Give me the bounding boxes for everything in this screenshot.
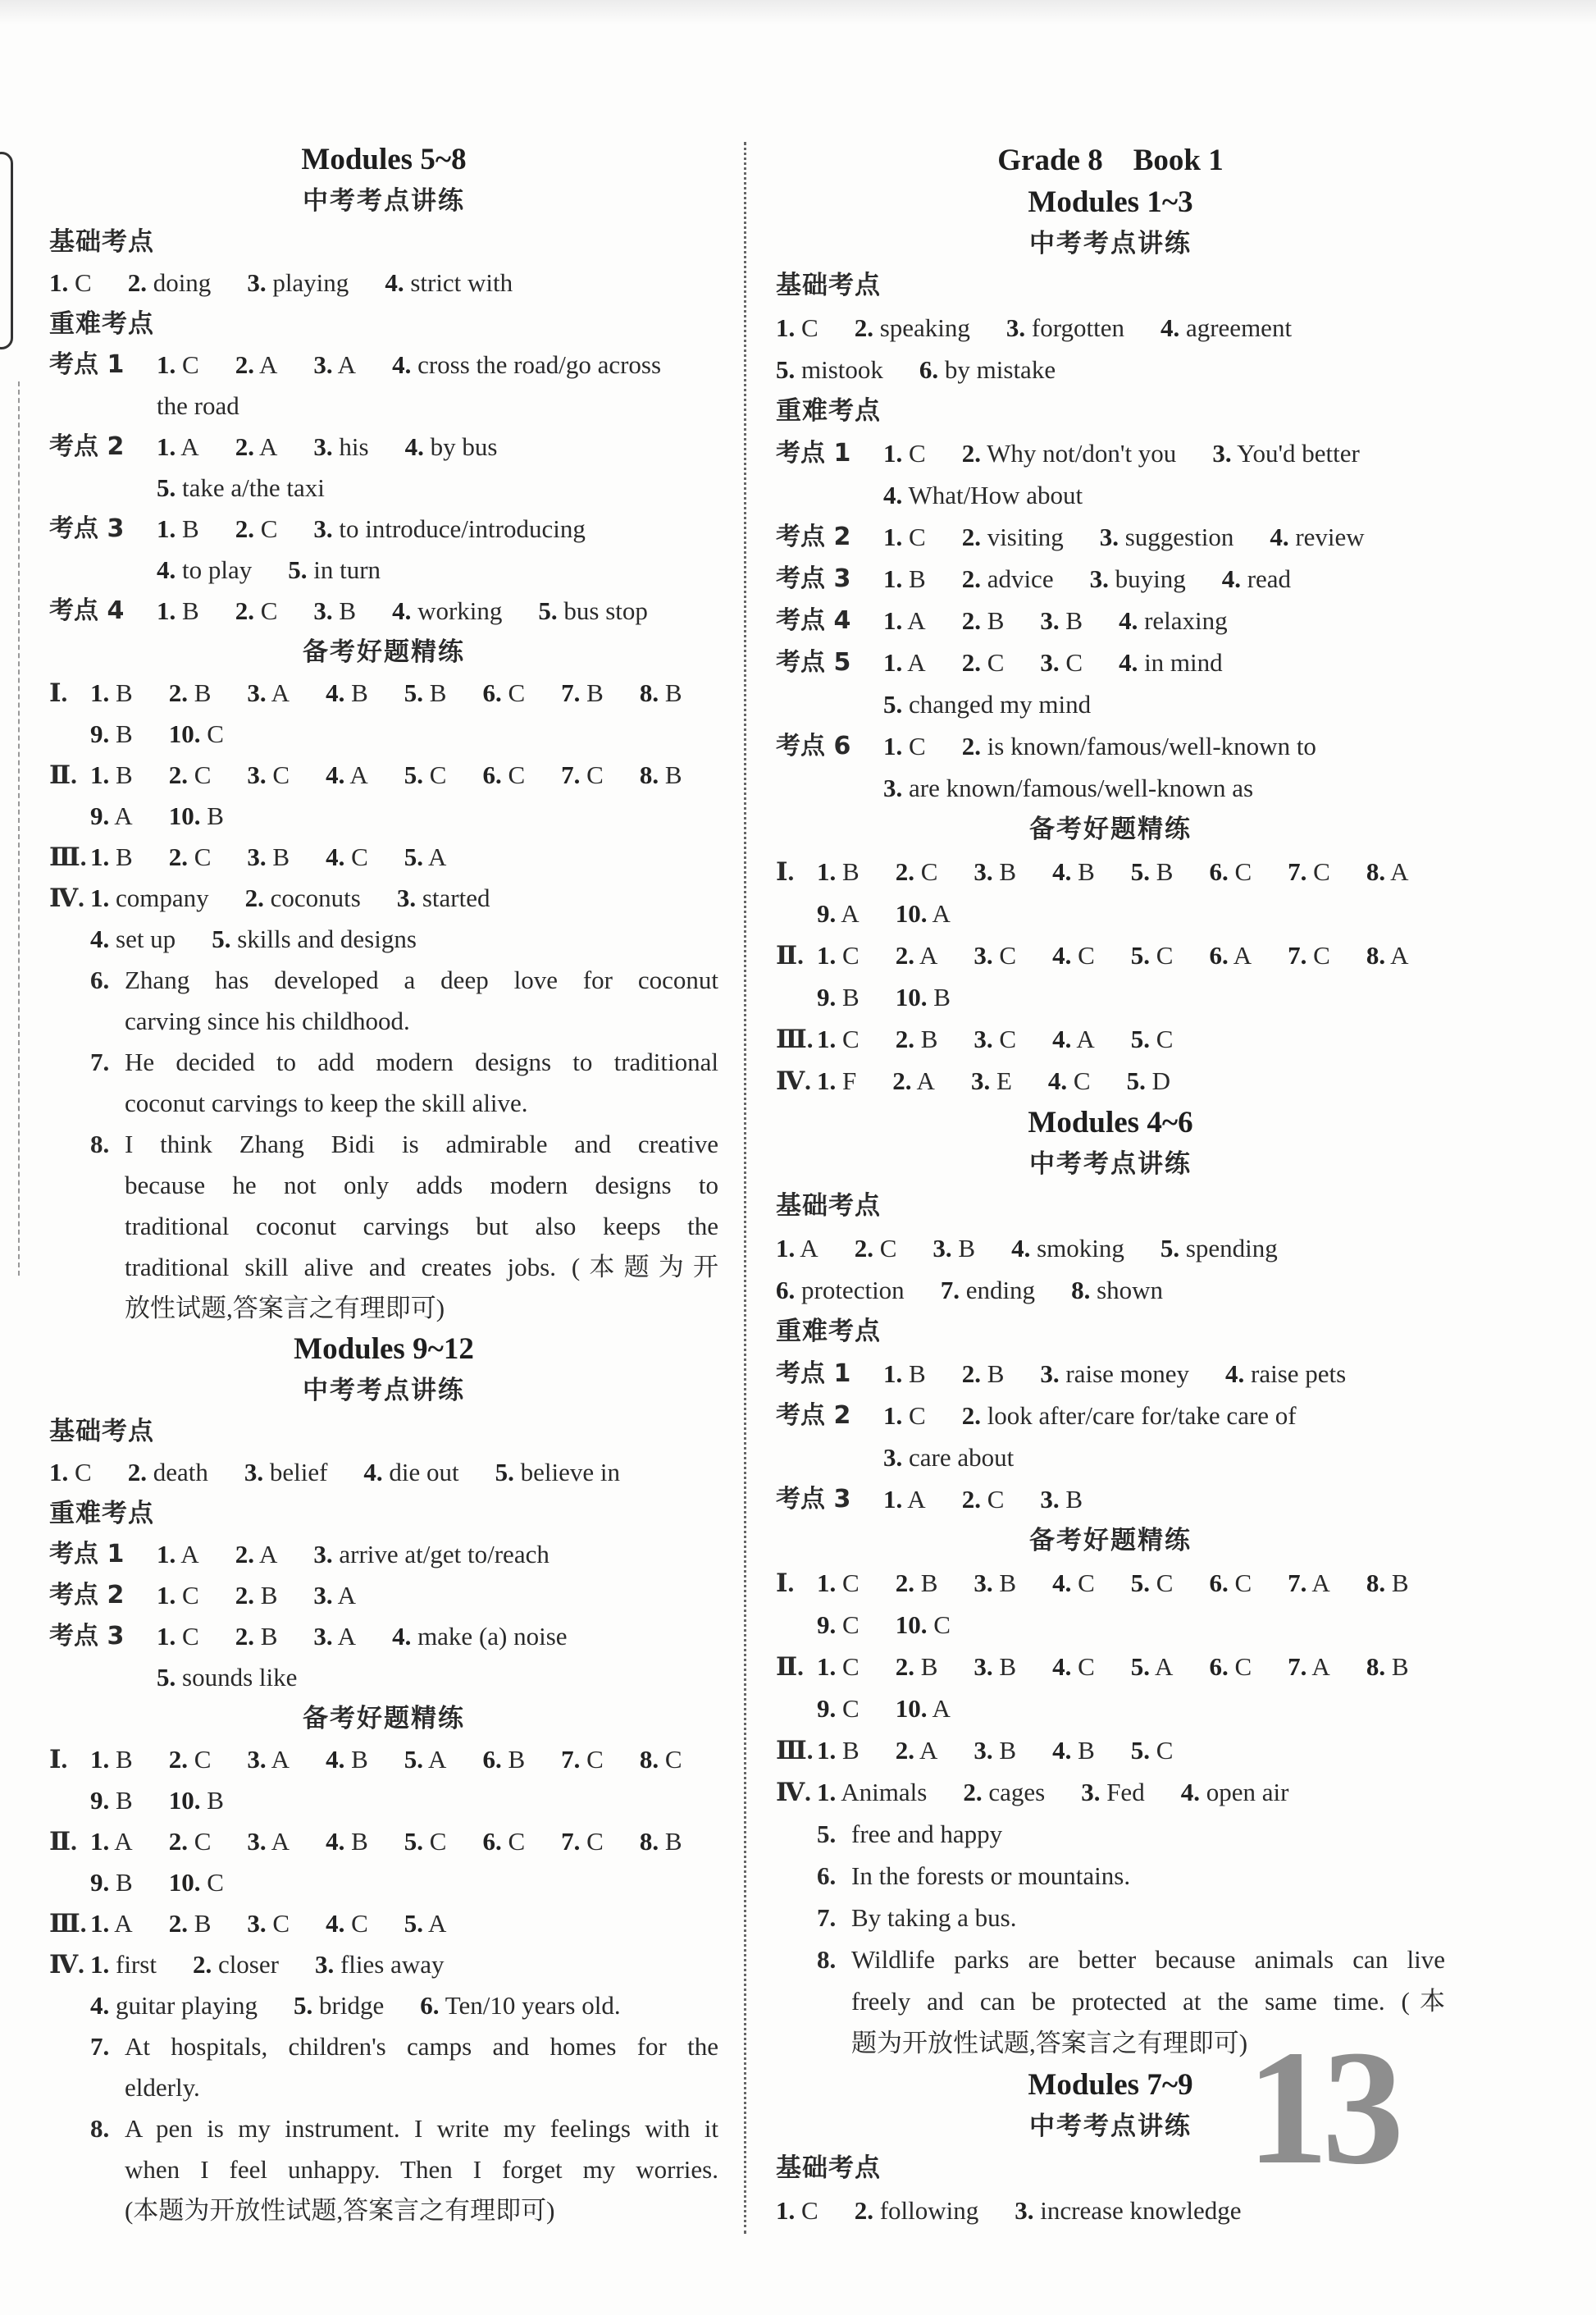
roman-label: Ⅰ. — [49, 678, 68, 707]
answer-line: 1. A 2. A 3. his 4. by bus — [157, 432, 498, 461]
answer-line: 1. A 2. C 3. B — [883, 1485, 1083, 1514]
heading-text: 基础考点 — [776, 2153, 881, 2183]
section-text: 备考好题精练 — [1029, 1526, 1192, 1555]
item-number: 7. — [817, 1903, 837, 1932]
answer-line: 1. C 2. doing 3. playing 4. strict with — [49, 268, 513, 297]
item-text-line: At hospitals, children's camps and homes for the — [125, 2032, 718, 2061]
kaodian-label: 考点 6 — [776, 732, 851, 760]
answer-line: 1. Animals 2. cages 3. Fed 4. open air — [817, 1778, 1289, 1806]
answer-line: 1. B 2. A 3. B 4. B 5. C — [817, 1736, 1174, 1765]
item-text-line: Wildlife parks are better because animals can live — [851, 1945, 1445, 1974]
answer-line: 9. B 10. B — [90, 1786, 224, 1815]
heading-text: 基础考点 — [49, 227, 154, 257]
item-text-line: carving since his childhood. — [125, 1007, 410, 1035]
column-divider — [744, 142, 746, 2234]
module-text: Modules 9~12 — [294, 1332, 474, 1366]
module-text: Modules 1~3 — [1028, 185, 1193, 219]
page-number: 13 — [1247, 2017, 1398, 2199]
kaodian-label: 考点 3 — [776, 564, 851, 593]
exercise-answer-group — [49, 1903, 718, 1944]
long-answer-item — [817, 1855, 1445, 1897]
item-text — [125, 2108, 718, 2231]
item-text-line: (本题为开放性试题,答案言之有理即可) — [125, 2196, 555, 2225]
answer-line: 1. B 2. C 3. B 4. C 5. A — [90, 842, 447, 871]
kaodian-label: 考点 2 — [49, 432, 125, 461]
kaodian-label: 考点 4 — [776, 606, 851, 635]
kaodian-label: 考点 4 — [49, 596, 125, 625]
item-text-line: I think Zhang Bidi is admirable and creative — [125, 1130, 718, 1158]
answer-line: 5. mistook 6. by mistake — [776, 355, 1056, 384]
kaodian-answer-group — [776, 558, 1445, 600]
answer-line: 1. B 2. B 3. A 4. B 5. B 6. C 7. B 8. B — [90, 678, 682, 707]
answer-line: 1. C 2. B 3. A 4. make (a) noise — [157, 1622, 568, 1651]
section-text: 中考考点讲练 — [1029, 229, 1192, 258]
answer-line: 5. changed my mind — [883, 690, 1092, 719]
answer-line: 1. C 2. B 3. B 4. C 5. C 6. C 7. A 8. B — [817, 1568, 1409, 1597]
heading-text: 重难考点 — [776, 1317, 881, 1346]
kaodian-label: 考点 1 — [49, 350, 125, 379]
item-text — [125, 1124, 718, 1329]
answer-body — [90, 1821, 718, 1903]
item-text-line: In the forests or mountains. — [851, 1861, 1131, 1890]
kaodian-label: 考点 5 — [776, 648, 851, 677]
roman-label: Ⅳ. — [776, 1066, 811, 1095]
answer-body — [817, 1060, 1445, 1102]
long-answer-item — [817, 1813, 1445, 1855]
item-text-line: elderly. — [125, 2073, 200, 2102]
item-text-line: traditional coconut carvings but also keeps the — [125, 1212, 718, 1240]
answer-line: 1. C 2. death 3. belief 4. die out 5. believe in — [49, 1458, 621, 1486]
answer-block — [776, 1227, 1445, 1311]
item-number: 8. — [90, 2114, 110, 2143]
answer-line: 9. C 10. A — [817, 1694, 951, 1723]
long-answer-item — [90, 2108, 718, 2231]
item-text-line: A pen is my instrument. I write my feelings with it — [125, 2114, 718, 2143]
kaodian-answer-group — [49, 1534, 718, 1575]
heading-text: 基础考点 — [776, 1191, 881, 1221]
roman-label: Ⅲ. — [49, 842, 87, 871]
answer-body — [90, 878, 718, 1329]
roman-label: Ⅲ. — [49, 1909, 87, 1938]
item-number: 6. — [817, 1861, 837, 1890]
roman-label: Ⅰ. — [776, 1568, 795, 1597]
long-answer-item — [90, 1042, 718, 1124]
heading-text: 基础考点 — [49, 1417, 154, 1446]
answer-body — [157, 1575, 718, 1616]
roman-label: Ⅲ. — [776, 1736, 814, 1765]
answer-line: 1. A 2. B 3. B 4. relaxing — [883, 606, 1228, 635]
answer-line: 1. C 2. following 3. increase knowledge — [776, 2196, 1242, 2225]
item-text — [851, 1855, 1445, 1897]
item-text-line: 题为开放性试题,答案言之有理即可) — [851, 2029, 1248, 2057]
item-text — [125, 1042, 718, 1124]
item-text — [125, 2026, 718, 2108]
answer-line: 1. B 2. C 3. B 4. working 5. bus stop — [157, 596, 648, 625]
roman-label: Ⅱ. — [776, 941, 804, 970]
binding-mark — [0, 152, 13, 349]
answer-line: 1. C 2. B 3. B 4. C 5. A 6. C 7. A 8. B — [817, 1652, 1409, 1681]
section-text: 中考考点讲练 — [303, 1376, 465, 1405]
answer-line: 1. A 2. C 3. B 4. smoking 5. spending — [776, 1234, 1278, 1263]
answer-line: 9. C 10. C — [817, 1610, 951, 1639]
answer-body — [883, 1353, 1445, 1395]
item-number: 7. — [90, 1048, 110, 1076]
roman-label: Ⅳ. — [776, 1778, 811, 1806]
answer-block — [49, 1452, 718, 1493]
roman-label: Ⅱ. — [49, 1827, 77, 1856]
answer-line: 1. C 2. visiting 3. suggestion 4. review — [883, 523, 1365, 551]
answer-body — [817, 934, 1445, 1018]
item-number: 8. — [817, 1945, 837, 1974]
item-text-line: free and happy — [851, 1820, 1003, 1848]
item-text — [851, 1897, 1445, 1938]
answer-line: 9. A 10. B — [90, 801, 224, 830]
title-text: Grade 8 Book 1 — [997, 144, 1224, 177]
right-column — [776, 139, 1445, 2231]
answer-line: 1. C 2. look after/care for/take care of — [883, 1401, 1297, 1430]
answer-body — [157, 345, 718, 427]
exercise-answer-group — [776, 1060, 1445, 1102]
answer-body — [90, 1944, 718, 2231]
answer-body — [157, 1616, 718, 1698]
answer-body — [883, 1478, 1445, 1520]
kaodian-answer-group — [776, 1353, 1445, 1395]
kaodian-answer-group — [776, 600, 1445, 642]
item-number: 5. — [817, 1820, 837, 1848]
section-text: 中考考点讲练 — [1029, 1149, 1192, 1179]
answer-body — [883, 432, 1445, 516]
item-number: 7. — [90, 2032, 110, 2061]
roman-label: Ⅰ. — [49, 1745, 68, 1774]
answer-body — [883, 1395, 1445, 1478]
kaodian-answer-group — [49, 509, 718, 591]
answer-line: 4. to play 5. in turn — [157, 555, 381, 584]
kaodian-label: 考点 2 — [776, 1401, 851, 1430]
answer-line: 9. A 10. A — [817, 899, 951, 928]
answer-line: 1. C 2. is known/famous/well-known to — [883, 732, 1316, 760]
module-text: Modules 7~9 — [1028, 2068, 1193, 2102]
item-text-line: He decided to add modern designs to traditional — [125, 1048, 718, 1076]
kaodian-label: 考点 3 — [776, 1485, 851, 1514]
long-answer-item — [90, 960, 718, 1042]
answer-line: 4. set up 5. skills and designs — [90, 925, 417, 953]
item-text-line: coconut carvings to keep the skill alive. — [125, 1089, 528, 1117]
kaodian-answer-group — [776, 642, 1445, 725]
answer-line: 1. F 2. A 3. E 4. C 5. D — [817, 1066, 1170, 1095]
item-text-line: freely and can be protected at the same time. (本 — [851, 1987, 1445, 2016]
heading-text: 重难考点 — [49, 1499, 154, 1528]
module-text: Modules 5~8 — [301, 143, 467, 176]
answer-line: 1. C 2. Why not/don't you 3. You'd better — [883, 439, 1360, 468]
answer-line: 9. B 10. B — [817, 983, 951, 1011]
answer-line: 1. company 2. coconuts 3. started — [90, 884, 490, 912]
answer-body — [817, 1646, 1445, 1729]
kaodian-answer-group — [49, 427, 718, 509]
item-text-line: By taking a bus. — [851, 1903, 1017, 1932]
answer-line: 1. first 2. closer 3. flies away — [90, 1950, 445, 1979]
answer-block — [49, 263, 718, 304]
answer-line: 5. take a/the taxi — [157, 473, 325, 502]
kaodian-answer-group — [49, 345, 718, 427]
item-number: 6. — [90, 966, 110, 994]
answer-line: 1. A 2. C 3. C 4. in mind — [883, 648, 1223, 677]
kaodian-label: 考点 1 — [776, 1359, 851, 1388]
long-answer-item — [90, 1124, 718, 1329]
answer-body — [157, 509, 718, 591]
section-text: 中考考点讲练 — [303, 186, 465, 216]
answer-line: 5. sounds like — [157, 1663, 298, 1692]
item-text — [125, 960, 718, 1042]
answer-body — [817, 1018, 1445, 1060]
kaodian-answer-group — [49, 1616, 718, 1698]
kaodian-answer-group — [49, 1575, 718, 1616]
answer-body — [90, 1903, 718, 1944]
kaodian-label: 考点 3 — [49, 1622, 125, 1651]
kaodian-label: 考点 3 — [49, 514, 125, 543]
answer-line: 1. C 2. speaking 3. forgotten 4. agreement — [776, 313, 1293, 342]
roman-label: Ⅰ. — [776, 857, 795, 886]
answer-line: 1. A 2. C 3. A 4. B 5. C 6. C 7. C 8. B — [90, 1827, 682, 1856]
margin-dashed-line — [18, 381, 20, 1276]
answer-body — [817, 851, 1445, 934]
answer-body — [90, 673, 718, 755]
exercise-answer-group — [49, 755, 718, 837]
long-answer-item — [90, 2026, 718, 2108]
answer-line: 4. guitar playing 5. bridge 6. Ten/10 years old. — [90, 1991, 621, 2020]
answer-line: 1. B 2. C 3. C 4. A 5. C 6. C 7. C 8. B — [90, 760, 682, 789]
answer-body — [817, 1729, 1445, 1771]
kaodian-answer-group — [776, 432, 1445, 516]
answer-body — [883, 600, 1445, 642]
kaodian-answer-group — [49, 591, 718, 632]
answer-body — [90, 1739, 718, 1821]
page-top-edge — [0, 0, 1596, 25]
item-text-line: traditional skill alive and creates jobs. (本题为开 — [125, 1253, 718, 1281]
exercise-answer-group — [776, 851, 1445, 934]
exercise-answer-group — [776, 934, 1445, 1018]
answer-line: 1. B 2. C 3. B 4. B 5. B 6. C 7. C 8. A — [817, 857, 1409, 886]
answer-body — [90, 755, 718, 837]
item-text-line: 放性试题,答案言之有理即可) — [125, 1294, 445, 1322]
kaodian-label: 考点 2 — [49, 1581, 125, 1610]
kaodian-label: 考点 1 — [776, 439, 851, 468]
answer-body — [157, 591, 718, 632]
exercise-answer-group — [776, 1729, 1445, 1771]
exercise-answer-group — [49, 837, 718, 878]
answer-line: 6. protection 7. ending 8. shown — [776, 1276, 1164, 1304]
exercise-answer-group — [776, 1646, 1445, 1729]
kaodian-label: 考点 1 — [49, 1540, 125, 1568]
exercise-answer-group — [49, 1821, 718, 1903]
answer-line: 1. C 2. B 3. C 4. A 5. C — [817, 1025, 1174, 1053]
answer-body — [157, 1534, 718, 1575]
section-text: 备考好题精练 — [1029, 815, 1192, 844]
section-text: 备考好题精练 — [303, 637, 465, 667]
answer-body — [883, 516, 1445, 558]
heading-text: 重难考点 — [49, 309, 154, 339]
answer-line: 1. C 2. B 3. A — [157, 1581, 357, 1610]
answer-line: 1. C 2. A 3. A 4. cross the road/go across — [157, 350, 662, 379]
exercise-answer-group — [49, 673, 718, 755]
section-text: 中考考点讲练 — [1029, 2112, 1192, 2141]
item-text-line: when I feel unhappy. Then I forget my worries. — [125, 2155, 718, 2184]
kaodian-label: 考点 2 — [776, 523, 851, 551]
answer-line: 1. B 2. B 3. raise money 4. raise pets — [883, 1359, 1347, 1388]
answer-line: 4. What/How about — [883, 481, 1083, 509]
answer-line: 1. B 2. C 3. to introduce/introducing — [157, 514, 586, 543]
exercise-answer-group — [49, 1739, 718, 1821]
kaodian-answer-group — [776, 1395, 1445, 1478]
heading-text: 基础考点 — [776, 271, 881, 300]
answer-line: 1. A 2. A 3. arrive at/get to/reach — [157, 1540, 549, 1568]
long-answer-item — [817, 1897, 1445, 1938]
answer-line: 9. B 10. C — [90, 719, 224, 748]
answer-line: 3. care about — [883, 1443, 1015, 1472]
left-column — [49, 139, 718, 2231]
heading-text: 重难考点 — [776, 396, 881, 426]
section-text: 备考好题精练 — [303, 1704, 465, 1733]
answer-line: 1. A 2. B 3. C 4. C 5. A — [90, 1909, 447, 1938]
item-number: 8. — [90, 1130, 110, 1158]
answer-line: the road — [157, 391, 239, 420]
roman-label: Ⅱ. — [776, 1652, 804, 1681]
roman-label: Ⅱ. — [49, 760, 77, 789]
answer-body — [883, 725, 1445, 809]
exercise-answer-group — [776, 1018, 1445, 1060]
answer-line: 9. B 10. C — [90, 1868, 224, 1897]
item-text-line: Zhang has developed a deep love for coconut — [125, 966, 718, 994]
kaodian-answer-group — [776, 516, 1445, 558]
roman-label: Ⅳ. — [49, 884, 84, 912]
answer-body — [157, 427, 718, 509]
answer-line: 3. are known/famous/well-known as — [883, 774, 1254, 802]
exercise-answer-group — [49, 878, 718, 1329]
exercise-answer-group — [776, 1562, 1445, 1646]
item-text — [851, 1813, 1445, 1855]
roman-label: Ⅳ. — [49, 1950, 84, 1979]
module-text: Modules 4~6 — [1028, 1106, 1193, 1139]
roman-label: Ⅲ. — [776, 1025, 814, 1053]
answer-line: 1. B 2. C 3. A 4. B 5. A 6. B 7. C 8. C — [90, 1745, 682, 1774]
kaodian-answer-group — [776, 1478, 1445, 1520]
answer-block — [776, 307, 1445, 390]
answer-line: 1. C 2. A 3. C 4. C 5. C 6. A 7. C 8. A — [817, 941, 1409, 970]
answer-body — [817, 1562, 1445, 1646]
answer-line: 1. B 2. advice 3. buying 4. read — [883, 564, 1292, 593]
exercise-answer-group — [49, 1944, 718, 2231]
answer-body — [883, 558, 1445, 600]
item-text-line: because he not only adds modern designs to — [125, 1171, 718, 1199]
kaodian-answer-group — [776, 725, 1445, 809]
answer-body — [90, 837, 718, 878]
answer-body — [883, 642, 1445, 725]
